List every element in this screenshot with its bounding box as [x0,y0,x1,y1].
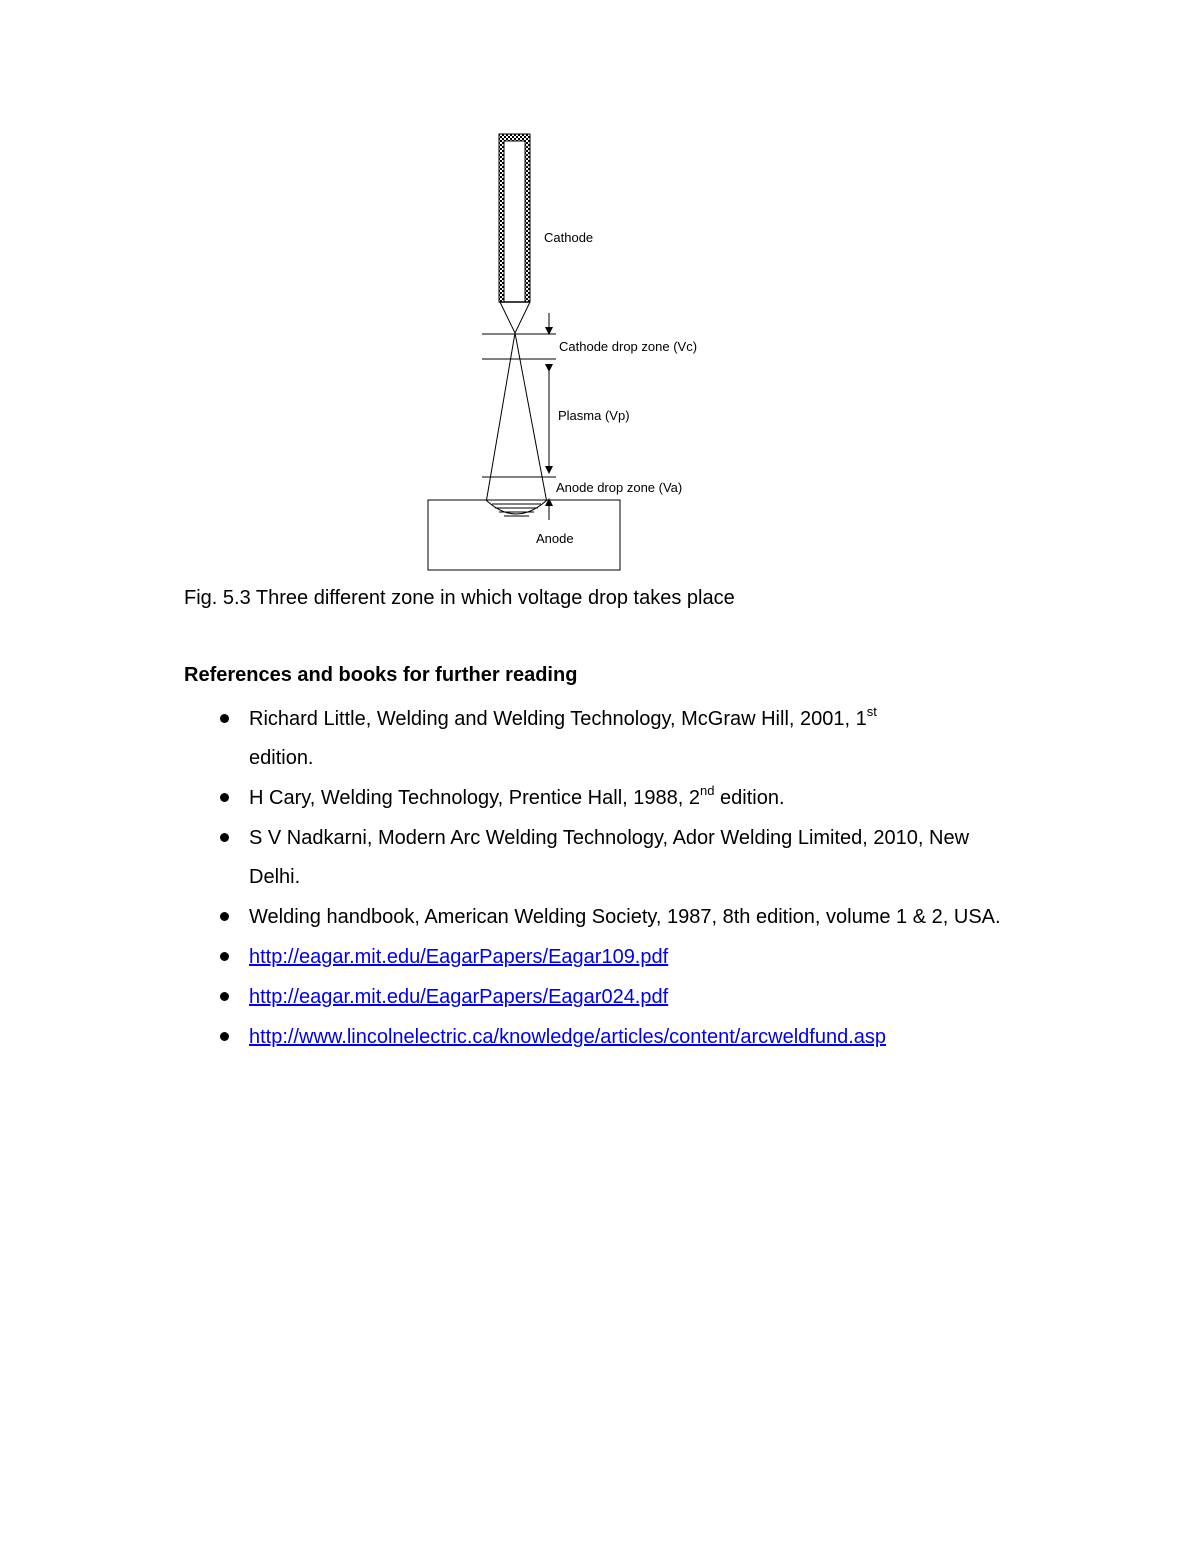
reference-text: Welding handbook, American Welding Society, 1987, 8th edition, volume 1 & 2, USA. [249,906,1001,928]
reference-item [220,898,1020,937]
reference-item [220,779,1020,818]
references-heading: References and books for further reading [184,664,578,686]
reference-item [220,938,1020,977]
anode-label: Anode [536,531,574,546]
cathode-drop-zone-label: Cathode drop zone (Vc) [559,339,698,354]
reference-text-continued: edition. [714,787,785,809]
bullet-icon [220,912,229,921]
reference-link[interactable]: http://eagar.mit.edu/EagarPapers/Eagar109.pdf [249,946,669,968]
reference-link[interactable]: http://www.lincolnelectric.ca/knowledge/articles/content/arcweldfund.asp [249,1026,886,1048]
cathode-tip [500,302,530,333]
arc-voltage-zone-diagram [0,0,1200,580]
reference-item [220,700,1020,778]
reference-text: Richard Little, Welding and Welding Technology, McGraw Hill, 2001, 1 [249,708,867,730]
cathode-electrode [499,134,530,302]
ordinal-suffix: nd [699,783,715,798]
bullet-icon [220,833,229,842]
reference-link[interactable]: http://eagar.mit.edu/EagarPapers/Eagar024.pdf [249,986,669,1008]
figure-caption: Fig. 5.3 Three different zone in which voltage drop takes place [184,587,735,609]
reference-item [220,978,1020,1017]
bullet-icon [220,952,229,961]
bullet-icon [220,793,229,802]
ordinal-suffix: st [866,704,877,719]
reference-text: H Cary, Welding Technology, Prentice Hall, 1988, 2 [249,787,700,809]
anode-drop-zone-label: Anode drop zone (Va) [556,480,683,495]
references-list [220,700,1020,1058]
cathode-label: Cathode [544,230,594,245]
reference-text: S V Nadkarni, Modern Arc Welding Technology, Ador Welding Limited, 2010, New Delhi. [249,827,970,888]
bullet-icon [220,1032,229,1041]
reference-item [220,819,1020,897]
plasma-label: Plasma (Vp) [558,408,630,423]
bullet-icon [220,714,229,723]
reference-text-continued: edition. [249,747,314,769]
bullet-icon [220,992,229,1001]
reference-item [220,1018,1020,1057]
